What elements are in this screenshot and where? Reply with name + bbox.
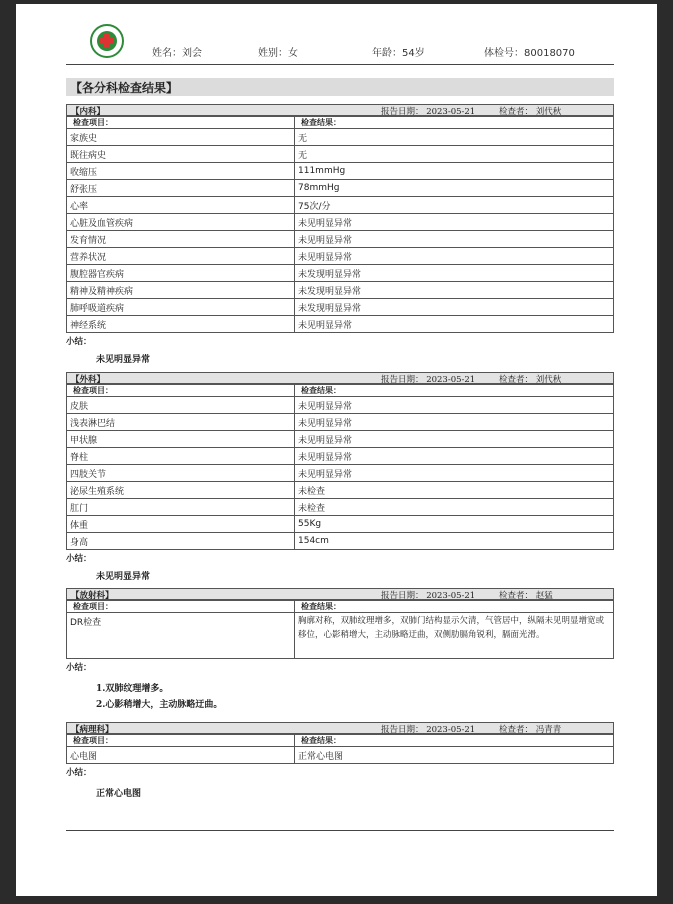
result-cell: 未检查	[295, 499, 614, 516]
summary-line: 1.双肺纹理增多。	[96, 684, 169, 694]
dept-header	[66, 104, 614, 116]
summary-text: 正常心电图	[96, 789, 142, 799]
table-row	[67, 613, 614, 659]
table-row	[67, 214, 614, 231]
patient-name: 姓名：刘会	[152, 48, 202, 59]
dept-name: 【病理科】	[71, 725, 114, 735]
result-cell: 无	[295, 129, 614, 146]
table-row	[67, 265, 614, 282]
result-cell: 胸廓对称，双肺纹理增多，双肺门结构显示欠清，气管居中，纵隔未见明显增宽或移位，心影稍增大，主动脉略迂曲，双侧肋膈角锐利，膈面光滑。	[295, 613, 614, 659]
summary-label: 小结：	[66, 554, 92, 564]
checker: 检查者： 刘代秋	[499, 375, 562, 385]
result-cell: 未发现明显异常	[295, 282, 614, 299]
section-title: 【各分科检查结果】	[66, 78, 614, 96]
item-cell: 心率	[67, 197, 295, 214]
dept-name: 【放射科】	[71, 591, 114, 601]
dept-header	[66, 588, 614, 600]
result-cell: 未见明显异常	[295, 414, 614, 431]
item-cell: 肺呼吸道疾病	[67, 299, 295, 316]
item-cell: 皮肤	[67, 397, 295, 414]
dept-pathology	[66, 722, 614, 799]
dept-surgery	[66, 372, 614, 582]
results-table	[66, 600, 614, 659]
results-table	[66, 384, 614, 550]
item-cell: 家族史	[67, 129, 295, 146]
report-date: 报告日期： 2023-05-21	[381, 725, 476, 735]
item-cell: 脊柱	[67, 448, 295, 465]
summary-label: 小结：	[66, 768, 92, 778]
table-row	[67, 197, 614, 214]
result-cell: 75次/分	[295, 197, 614, 214]
table-row	[67, 180, 614, 197]
dept-name: 【外科】	[71, 375, 106, 385]
item-cell: 肛门	[67, 499, 295, 516]
result-cell: 无	[295, 146, 614, 163]
checker: 检查者： 刘代秋	[499, 107, 562, 117]
header-divider	[66, 64, 614, 65]
item-cell: 神经系统	[67, 316, 295, 333]
results-table	[66, 116, 614, 333]
table-row	[67, 499, 614, 516]
item-cell: 精神及精神疾病	[67, 282, 295, 299]
dept-internal-medicine	[66, 104, 614, 365]
col-result-header: 检查结果：	[295, 601, 614, 613]
report-page	[16, 4, 657, 896]
dept-header	[66, 722, 614, 734]
result-cell: 未发现明显异常	[295, 265, 614, 282]
result-cell: 正常心电图	[295, 747, 614, 764]
item-cell: 身高	[67, 533, 295, 550]
item-cell: 四肢关节	[67, 465, 295, 482]
table-row	[67, 414, 614, 431]
checker: 检查者： 冯青青	[499, 725, 562, 735]
exam-number: 体检号：80018070	[484, 48, 575, 59]
result-cell: 未见明显异常	[295, 316, 614, 333]
result-cell: 未检查	[295, 482, 614, 499]
result-cell: 111mmHg	[295, 163, 614, 180]
table-row	[67, 316, 614, 333]
col-item-header: 检查项目：	[67, 735, 295, 747]
result-cell: 未见明显异常	[295, 231, 614, 248]
table-row	[67, 465, 614, 482]
table-header-row	[67, 385, 614, 397]
table-row	[67, 299, 614, 316]
table-row	[67, 146, 614, 163]
result-cell: 未见明显异常	[295, 397, 614, 414]
item-cell: 既往病史	[67, 146, 295, 163]
result-cell: 未见明显异常	[295, 214, 614, 231]
item-cell: 心脏及血管疾病	[67, 214, 295, 231]
report-date: 报告日期： 2023-05-21	[381, 591, 476, 601]
results-table	[66, 734, 614, 764]
item-cell: 心电图	[67, 747, 295, 764]
table-row	[67, 397, 614, 414]
table-row	[67, 431, 614, 448]
item-cell: 舒张压	[67, 180, 295, 197]
table-header-row	[67, 601, 614, 613]
table-row	[67, 282, 614, 299]
table-row	[67, 129, 614, 146]
result-cell: 154cm	[295, 533, 614, 550]
report-header	[16, 22, 657, 62]
result-cell: 未见明显异常	[295, 465, 614, 482]
table-row	[67, 747, 614, 764]
result-cell: 未见明显异常	[295, 248, 614, 265]
table-row	[67, 231, 614, 248]
col-result-header: 检查结果：	[295, 385, 614, 397]
result-cell: 未见明显异常	[295, 431, 614, 448]
item-cell: DR检查	[67, 613, 295, 659]
dept-name: 【内科】	[71, 107, 106, 117]
summary-text: 未见明显异常	[96, 355, 151, 365]
report-date: 报告日期： 2023-05-21	[381, 375, 476, 385]
hospital-logo-icon	[90, 24, 124, 58]
summary-text: 未见明显异常	[96, 572, 151, 582]
footer-divider	[66, 830, 614, 831]
patient-age: 年龄：54岁	[372, 48, 425, 59]
summary-label: 小结：	[66, 337, 92, 347]
item-cell: 发育情况	[67, 231, 295, 248]
table-row	[67, 482, 614, 499]
col-item-header: 检查项目：	[67, 385, 295, 397]
col-item-header: 检查项目：	[67, 601, 295, 613]
table-row	[67, 516, 614, 533]
table-row	[67, 448, 614, 465]
item-cell: 腹腔器官疾病	[67, 265, 295, 282]
item-cell: 甲状腺	[67, 431, 295, 448]
checker: 检查者： 赵猛	[499, 591, 553, 601]
summary-line: 2.心影稍增大，主动脉略迂曲。	[96, 700, 223, 710]
table-header-row	[67, 735, 614, 747]
result-cell: 未见明显异常	[295, 448, 614, 465]
dept-header	[66, 372, 614, 384]
item-cell: 体重	[67, 516, 295, 533]
item-cell: 浅表淋巴结	[67, 414, 295, 431]
col-result-header: 检查结果：	[295, 735, 614, 747]
result-cell: 55Kg	[295, 516, 614, 533]
summary-label: 小结：	[66, 663, 92, 673]
item-cell: 泌尿生殖系统	[67, 482, 295, 499]
col-result-header: 检查结果：	[295, 117, 614, 129]
col-item-header: 检查项目：	[67, 117, 295, 129]
item-cell: 营养状况	[67, 248, 295, 265]
table-row	[67, 533, 614, 550]
report-date: 报告日期： 2023-05-21	[381, 107, 476, 117]
patient-gender: 姓别：女	[258, 48, 298, 59]
table-row	[67, 163, 614, 180]
result-cell: 78mmHg	[295, 180, 614, 197]
table-row	[67, 248, 614, 265]
result-cell: 未发现明显异常	[295, 299, 614, 316]
dept-radiology	[66, 588, 614, 710]
item-cell: 收缩压	[67, 163, 295, 180]
table-header-row	[67, 117, 614, 129]
